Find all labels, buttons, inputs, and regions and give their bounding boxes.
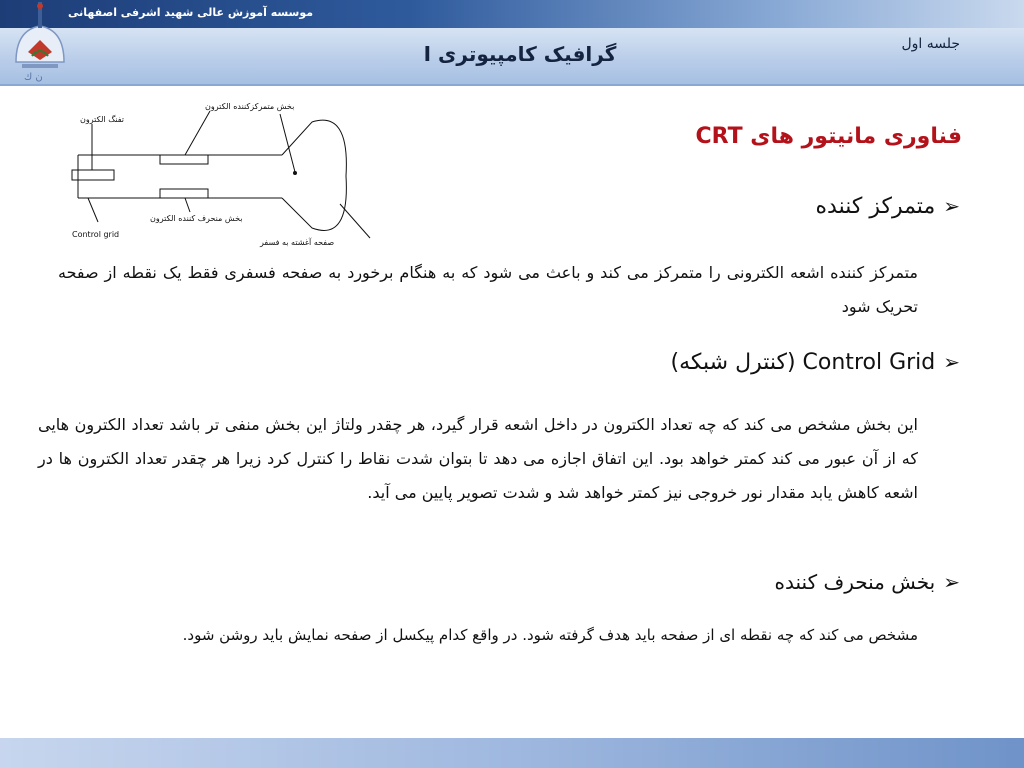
bullet-control-grid-title: Control Grid (کنترل شبکه) — [670, 350, 936, 375]
bullet-focusing-title: متمرکز کننده — [815, 194, 936, 219]
label-focusing-system: بخش متمرکزکننده الکترون — [205, 102, 295, 111]
label-control-grid: Control grid — [72, 230, 120, 239]
label-electron-gun: تفنگ الکترون — [80, 115, 125, 124]
bullet-arrow-icon: ➢ — [943, 570, 960, 594]
bullet-deflection — [775, 570, 960, 594]
top-bar — [0, 0, 1024, 28]
institute-name: موسسه آموزش عالی شهید اشرفی اصفهانی — [68, 6, 314, 19]
bullet-deflection-title: بخش منحرف کننده — [774, 570, 936, 594]
svg-text:ن ك: ن ك — [24, 72, 43, 83]
label-phosphor-screen: صفحه آغشته به فسفر — [260, 238, 335, 247]
control-grid-paragraph: این بخش مشخص می کند که چه تعداد الکترون در داخل اشعه قرار گیرد، هر چقدر ولتاژ این بخش منفی تر باشد تعداد الکترون هایی که از آن عبور می کند کمتر خواهد بود. این اتفاق اجازه می دهد تا بتوان شدت نقاط را کنترل کرد زیرا هر چقدر تعداد الکترون ها در اشعه کاهش یابد مقدار نور خروجی نیز کمتر خواهد شد و شدت تصویر پایین می آید. — [38, 415, 918, 502]
bullet-focusing — [816, 194, 960, 219]
label-deflection-system: بخش منحرف کننده الکترون — [150, 214, 243, 223]
session-label: جلسه اول — [901, 36, 960, 52]
section-title: فناوری مانیتور های CRT — [695, 124, 962, 149]
bullet-arrow-icon: ➢ — [943, 350, 960, 374]
crt-diagram — [50, 100, 400, 250]
focusing-paragraph: متمرکز کننده اشعه الکترونی را متمرکز می کند و باعث می شود که به هنگام برخورد به صفحه فسفری فقط یک نقطه از صفحه تحریک شود — [58, 263, 918, 316]
footer-band — [0, 738, 1024, 768]
institute-logo — [8, 0, 72, 84]
deflection-paragraph: مشخص می کند که چه نقطه ای از صفحه باید هدف گرفته شود. در واقع کدام پیکسل از صفحه نمایش باید روشن شود. — [182, 626, 918, 644]
bullet-control-grid — [671, 350, 961, 375]
course-title: گرافیک کامپیوتری I — [423, 42, 617, 66]
bullet-arrow-icon: ➢ — [943, 194, 960, 218]
